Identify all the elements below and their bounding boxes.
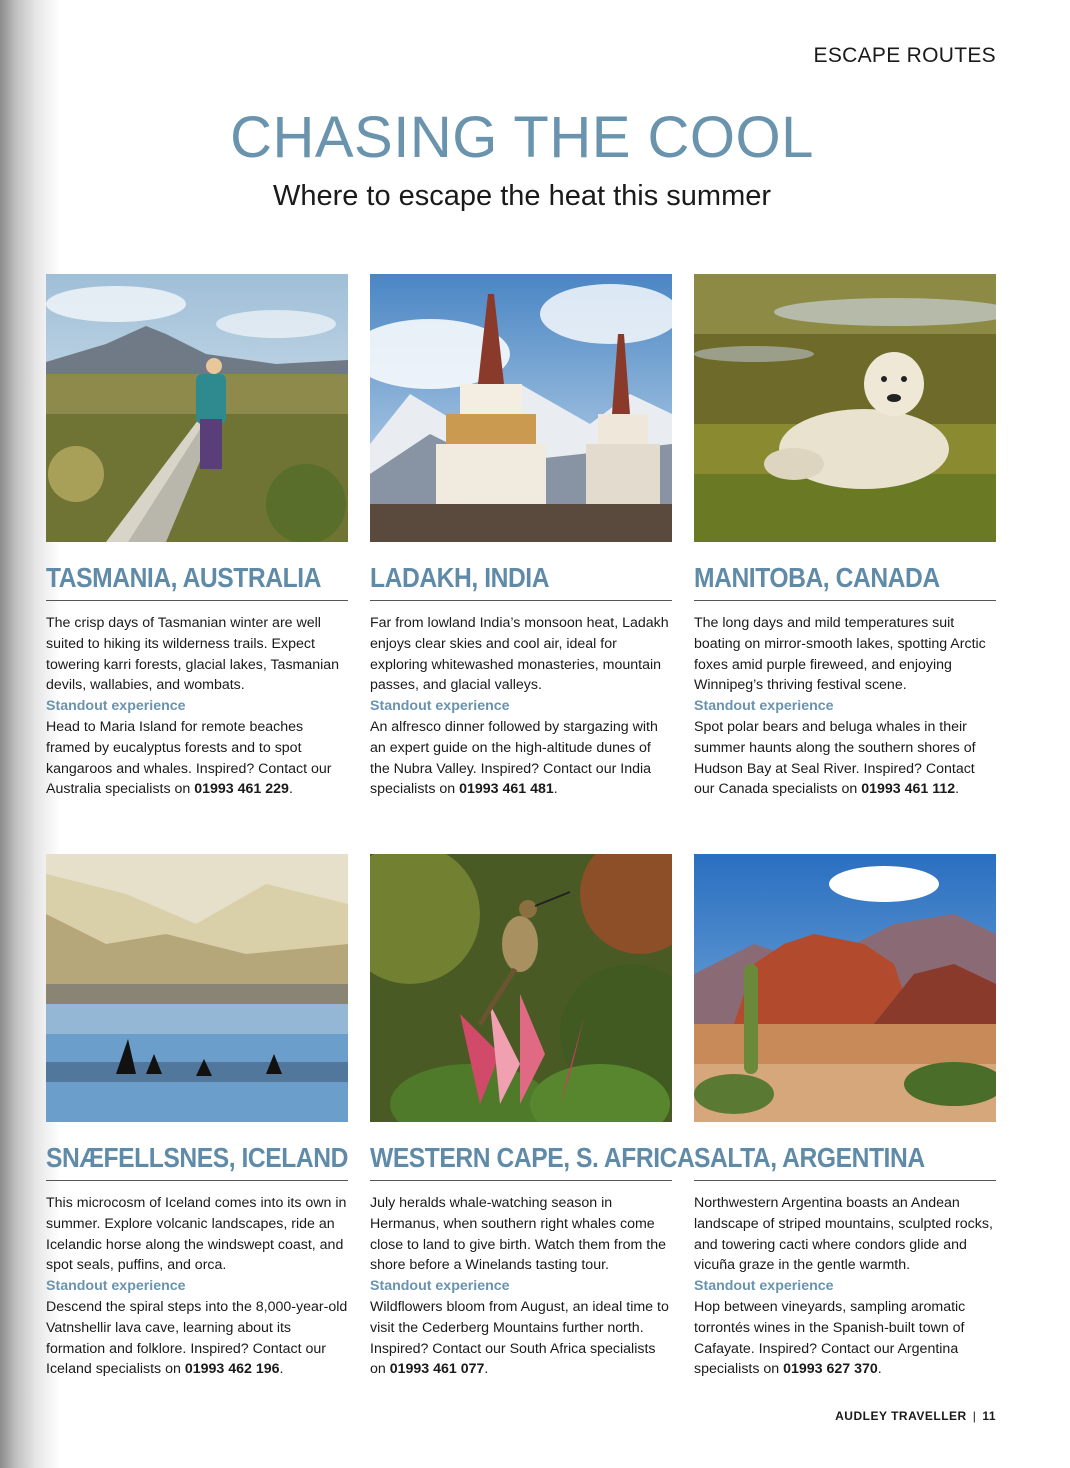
destination-card-manitoba (694, 274, 996, 800)
page-number: 11 (982, 1409, 996, 1423)
destination-name: MANITOBA, CANADA (694, 562, 940, 593)
destination-intro: July heralds whale-watching season in Hermanus, when southern right whales come close to land to give birth. Watch them from the shore before a Winelands tasting tour. (370, 1195, 666, 1274)
standout-text: Spot polar bears and beluga whales in their summer haunts along the southern shores of Hudson Bay at Seal River. Inspired? Contact our Canada specialists on 01993 461 112. (694, 718, 976, 798)
divider (370, 600, 672, 601)
standout-heading: Standout experience (370, 1278, 510, 1295)
standout-description: Spot polar bears and beluga whales in their summer haunts along the southern shores of Hudson Bay at Seal River. Inspired? Contact our Canada specialists on (694, 718, 976, 798)
orca-pod-photo (46, 854, 348, 1122)
phone-number: 01993 461 481 (459, 781, 554, 798)
standout-heading: Standout experience (694, 1278, 834, 1295)
phone-number: 01993 461 112 (861, 781, 956, 798)
polar-bear-photo (694, 274, 996, 542)
standout-heading: Standout experience (46, 698, 186, 715)
destination-intro: This microcosm of Iceland comes into its own in summer. Explore volcanic landscapes, ride an Icelandic horse along the windswept coast, and spot seals, puffins, and orca. (46, 1195, 347, 1274)
page-title: CHASING THE COOL (230, 105, 814, 170)
footer-separator: | (972, 1409, 977, 1423)
destination-name: TASMANIA, AUSTRALIA (46, 562, 321, 593)
stupa-photo (370, 274, 672, 542)
standout-description: Head to Maria Island for remote beaches framed by eucalyptus forests and to spot kangaroos and whales. Inspired? Contact our Australia specialists on (46, 718, 332, 798)
destination-card-ladakh (370, 274, 672, 800)
standout-text: Head to Maria Island for remote beaches framed by eucalyptus forests and to spot kangaroos and whales. Inspired? Contact our Australia specialists on 01993 461 229. (46, 718, 332, 798)
phone-number: 01993 627 370 (783, 1361, 878, 1378)
red-rocks-and-cactus-photo (694, 854, 996, 1122)
standout-description: Descend the spiral steps into the 8,000-year-old Vatnshellir lava cave, learning about its formation and folklore. Inspired? Contact our Iceland specialists on (46, 1298, 348, 1378)
divider (694, 600, 996, 601)
publication-name: AUDLEY TRAVELLER (835, 1409, 967, 1423)
destination-intro: The crisp days of Tasmanian winter are well suited to hiking its wilderness trails. Expect towering karri forests, glacial lakes, Tasmanian devils, wallabies, and wombats. (46, 615, 340, 694)
divider (694, 1180, 996, 1181)
divider (46, 600, 348, 601)
page-footer (835, 1409, 996, 1423)
destination-intro: Northwestern Argentina boasts an Andean landscape of striped mountains, sculpted rocks, and towering cacti where condors glide and vicuña graze in the gentle warmth. (694, 1195, 993, 1274)
sugarbird-on-protea-photo (370, 854, 672, 1122)
standout-text: An alfresco dinner followed by stargazing with an expert guide on the high-altitude dunes of the Nubra Valley. Inspired? Contact our India specialists on 01993 461 481. (370, 718, 658, 798)
destination-card-tasmania (46, 274, 348, 800)
destination-card-western-cape (370, 854, 695, 1380)
divider (370, 1180, 672, 1181)
phone-number: 01993 461 229 (194, 781, 289, 798)
phone-number: 01993 462 196 (184, 1361, 280, 1378)
standout-text: Wildflowers bloom from August, an ideal time to visit the Cederberg Mountains further north. Inspired? Contact our South Africa specialists on 01993 461 077. (370, 1298, 669, 1378)
destination-intro: Far from lowland India’s monsoon heat, Ladakh enjoys clear skies and cool air, ideal for exploring whitewashed monasteries, mountain passes, and glacial valleys. (370, 615, 669, 694)
destination-name: LADAKH, INDIA (370, 562, 550, 593)
page-subtitle: Where to escape the heat this summer (272, 180, 772, 212)
destination-name: WESTERN CAPE, S. AFRICA (370, 1142, 695, 1173)
divider (46, 1180, 348, 1181)
destination-name: SALTA, ARGENTINA (694, 1142, 925, 1173)
standout-heading: Standout experience (694, 698, 834, 715)
standout-heading: Standout experience (46, 1278, 186, 1295)
standout-text: Hop between vineyards, sampling aromatic torrontés wines in the Spanish-built town of Cafayate. Inspired? Contact our Argentina specialists on 01993 627 370. (694, 1298, 966, 1378)
section-label: ESCAPE ROUTES (813, 44, 996, 67)
standout-description: An alfresco dinner followed by stargazing with an expert guide on the high-altitude dunes of the Nubra Valley. Inspired? Contact our India specialists on (370, 718, 658, 798)
phone-number: 01993 461 077 (389, 1361, 485, 1378)
destination-name: SNÆFELLSNES, ICELAND (46, 1142, 348, 1173)
hiker-on-boardwalk-photo (46, 274, 348, 542)
standout-description: Hop between vineyards, sampling aromatic torrontés wines in the Spanish-built town of Cafayate. Inspired? Contact our Argentina specialists on (694, 1298, 966, 1378)
standout-heading: Standout experience (370, 698, 510, 715)
destination-intro: The long days and mild temperatures suit boating on mirror-smooth lakes, spotting Arctic foxes amid purple fireweed, and enjoying Winnipeg’s thriving festival scene. (694, 615, 986, 694)
destination-card-snaefellsnes (46, 854, 348, 1380)
destination-card-salta (694, 854, 996, 1380)
standout-description: Wildflowers bloom from August, an ideal time to visit the Cederberg Mountains further north. Inspired? Contact our South Africa specialists on (370, 1298, 669, 1378)
standout-text: Descend the spiral steps into the 8,000-year-old Vatnshellir lava cave, learning about its formation and folklore. Inspired? Contact our Iceland specialists on 01993 462 196. (46, 1298, 348, 1378)
